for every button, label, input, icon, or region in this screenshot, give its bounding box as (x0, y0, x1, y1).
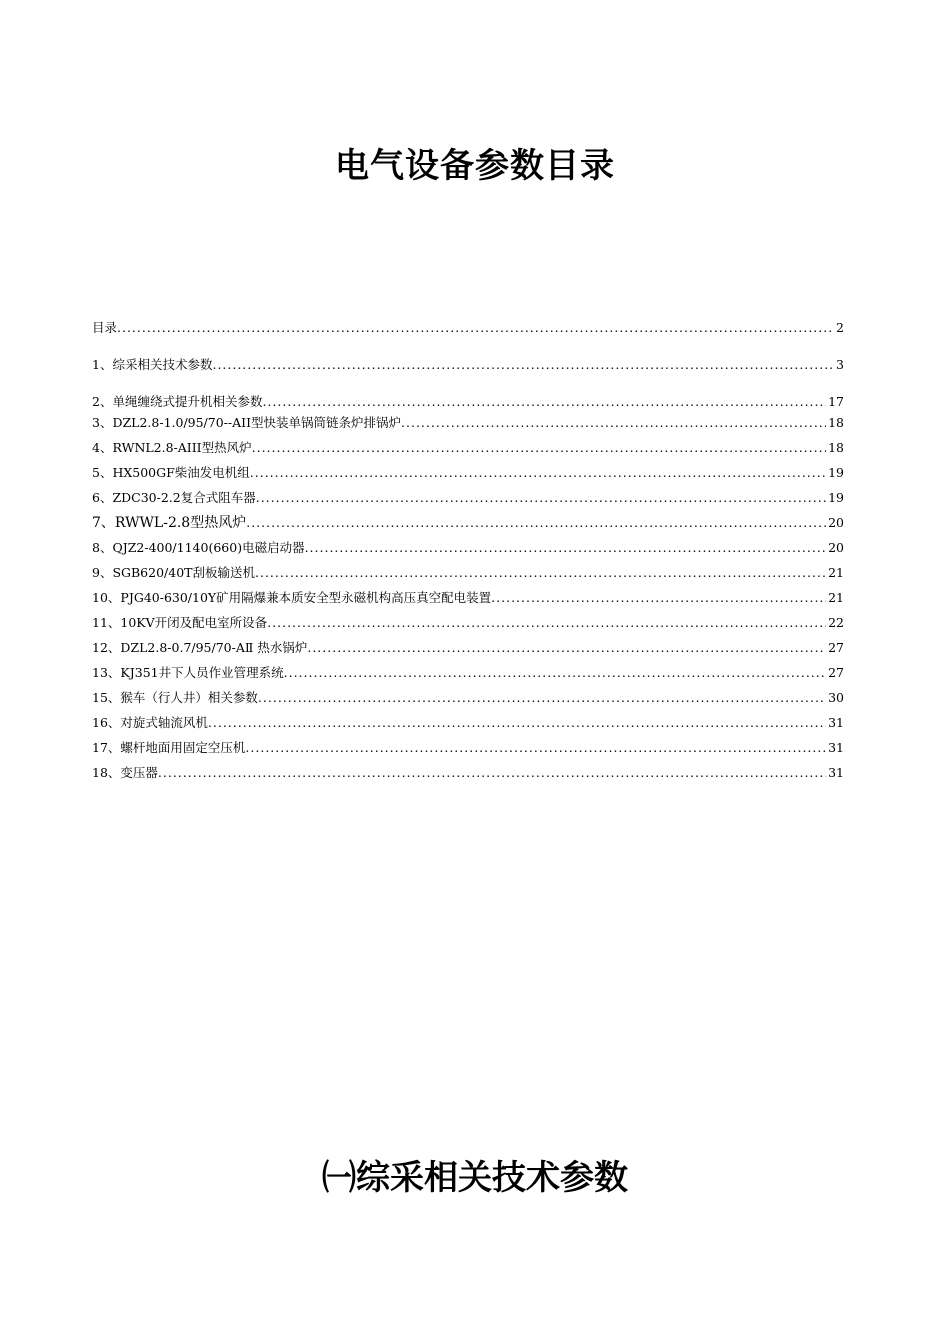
toc-entry-label: 5、HX500GF柴油发电机组 (92, 465, 250, 480)
toc-entry-label: 7、RWWL-2.8型热风炉 (92, 515, 247, 531)
toc-entry-label: 16、对旋式轴流风机 (92, 715, 208, 730)
toc-dot-leader (250, 463, 826, 483)
toc-dot-leader (256, 488, 826, 508)
toc-dot-leader (258, 688, 826, 708)
toc-entry-page: 31 (828, 765, 844, 780)
toc-entry-label: 15、猴车（行人井）相关参数 (92, 690, 258, 705)
toc-entry[interactable] (92, 413, 844, 433)
toc-entry[interactable] (92, 663, 844, 683)
toc-entry-label: 6、ZDC30-2.2复合式阻车器 (92, 490, 256, 505)
toc-entry[interactable] (92, 738, 844, 758)
toc-entry-page: 21 (828, 590, 844, 605)
toc-entry-label: 13、KJ351井下人员作业管理系统 (92, 665, 284, 680)
toc-entry[interactable] (92, 318, 844, 338)
toc-entry-page: 21 (828, 565, 844, 580)
toc-dot-leader (212, 355, 834, 375)
toc-entry-label: 9、SGB620/40T刮板输送机 (92, 565, 256, 580)
toc-entry-page: 19 (828, 490, 844, 505)
toc-entry-page: 19 (828, 465, 844, 480)
toc-entry[interactable] (92, 513, 844, 533)
toc-entry[interactable] (92, 588, 844, 608)
toc-entry-page: 22 (828, 615, 844, 630)
toc-entry-label: 3、DZL2.8-1.0/95/70--AII型快装单锅筒链条炉排锅炉 (92, 415, 402, 430)
toc-entry-label: 2、单绳缠绕式提升机相关参数 (92, 394, 263, 409)
toc-dot-leader (158, 763, 826, 783)
toc-entry-page: 2 (836, 320, 844, 335)
toc-dot-leader (255, 563, 826, 583)
toc-entry-label: 8、QJZ2-400/1140(660)电磁启动器 (92, 540, 305, 555)
toc-dot-leader (117, 318, 834, 338)
toc-dot-leader (262, 392, 826, 412)
toc-dot-leader (284, 663, 826, 683)
toc-entry-page: 17 (828, 394, 844, 409)
toc-entry-label: 17、螺杆地面用固定空压机 (92, 740, 246, 755)
toc-dot-leader (305, 538, 827, 558)
toc-entry-page: 31 (828, 715, 844, 730)
toc-entry-label: 12、DZL2.8-0.7/95/70-AⅡ 热水锅炉 (92, 640, 308, 655)
toc-dot-leader (246, 513, 826, 533)
toc-entry[interactable] (92, 488, 844, 508)
toc-entry[interactable] (92, 638, 844, 658)
toc-entry[interactable] (92, 688, 844, 708)
toc-entry-label: 11、10KV开闭及配电室所设备 (92, 615, 268, 630)
document-title: 电气设备参数目录 (335, 146, 615, 186)
toc-entry[interactable] (92, 763, 844, 783)
toc-dot-leader (267, 613, 826, 633)
toc-entry[interactable] (92, 713, 844, 733)
toc-entry-label: 4、RWNL2.8-AIII型热风炉 (92, 440, 252, 455)
toc-entry-label: 1、综采相关技术参数 (92, 357, 213, 372)
toc-dot-leader (208, 713, 826, 733)
toc-entry-page: 3 (836, 357, 844, 372)
toc-dot-leader (401, 413, 826, 433)
toc-entry[interactable] (92, 355, 844, 375)
toc-entry[interactable] (92, 392, 844, 412)
toc-entry[interactable] (92, 613, 844, 633)
toc-entry-page: 18 (828, 440, 844, 455)
toc-dot-leader (245, 738, 826, 758)
toc-entry-label: 10、PJG40-630/10Y矿用隔爆兼本质安全型永磁机构高压真空配电装置 (92, 590, 492, 605)
toc-entry-page: 27 (828, 640, 844, 655)
toc-entry[interactable] (92, 563, 844, 583)
toc-entry-label: 目录 (92, 320, 118, 335)
toc-dot-leader (307, 638, 826, 658)
toc-entry-page: 18 (828, 415, 844, 430)
toc-entry[interactable] (92, 463, 844, 483)
toc-entry-page: 30 (828, 690, 844, 705)
toc-entry-page: 27 (828, 665, 844, 680)
section-heading: ㈠综采相关技术参数 (322, 1158, 628, 1198)
toc-entry-page: 20 (828, 540, 844, 555)
toc-entry[interactable] (92, 538, 844, 558)
toc-entry-page: 31 (828, 740, 844, 755)
toc-dot-leader (252, 438, 826, 458)
toc-entry-page: 20 (828, 515, 844, 530)
toc-entry-label: 18、变压器 (92, 765, 158, 780)
toc-dot-leader (491, 588, 826, 608)
toc-entry[interactable] (92, 438, 844, 458)
